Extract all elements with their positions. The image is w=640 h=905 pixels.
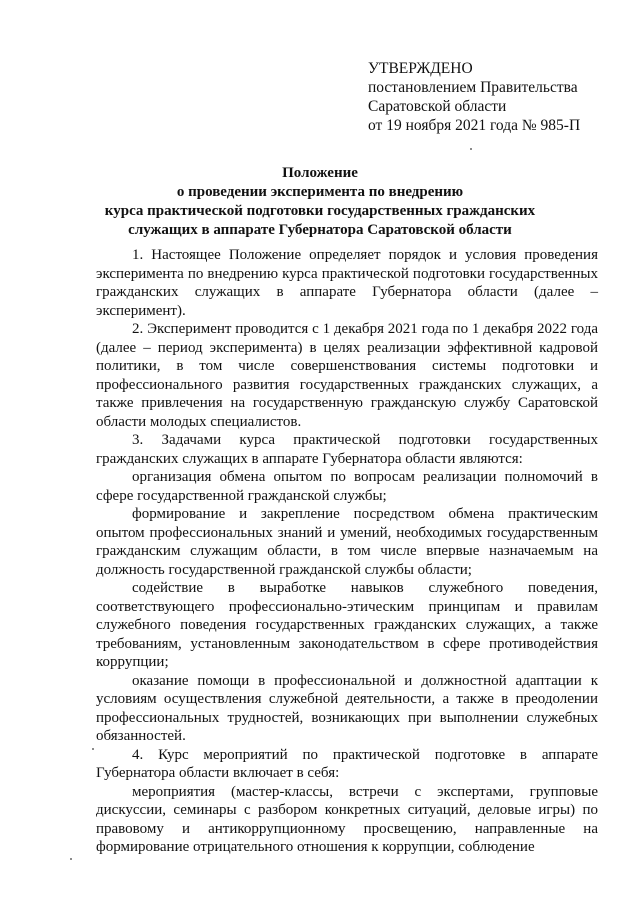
paragraph-3-item-2: формирование и закрепление посредством обмена практическим опытом профессиональных знаний и умений, необходимых государственным гражданским служащим области, в том числе впервые назначаемым на должность государственной гражданской службы области; <box>96 506 598 578</box>
approval-line-2: Саратовской области <box>368 98 507 115</box>
title-line-1: Положение <box>282 165 358 181</box>
approval-block <box>368 59 618 135</box>
title-line-2: о проведении эксперимента по внедрению <box>176 184 464 200</box>
paragraph-3-item-1: организация обмена опытом по вопросам реализации полномочий в сфере государственной гражданской службы; <box>96 469 598 504</box>
paragraph-4-item-1: мероприятия (мастер-классы, встречи с экспертами, групповые дискуссии, семинары с разбором конкретных ситуаций, деловые игры) по правовому и антикоррупционному просвещению, направленные на формирование отрицательного отношения к коррупции, соблюдение <box>96 783 598 855</box>
paragraph-3-item-4: оказание помощи в профессиональной и должностной адаптации к условиям осуществления служебной деятельности, а также в преодолении профессиональных трудностей, возникающих при выполнении служебных обязанностей. <box>96 672 598 744</box>
approval-heading: УТВЕРЖДЕНО <box>368 60 473 77</box>
paragraph-1: 1. Настоящее Положение определяет порядок и условия проведения эксперимента по внедрению курса практической подготовки государственных гражданских служащих в аппарате Губернатора области (далее – эксперимент). <box>96 247 598 319</box>
document-title <box>60 164 580 240</box>
paragraph-4: 4. Курс мероприятий по практической подготовке в аппарате Губернатора области включает в себя: <box>96 746 598 781</box>
scan-speck <box>70 858 72 860</box>
title-line-3: курса практической подготовки государственных гражданских <box>104 203 536 219</box>
paragraph-3: 3. Задачами курса практической подготовки государственных гражданских служащих в аппарате Губернатора области являются: <box>96 432 598 467</box>
document-body <box>96 246 598 857</box>
approval-line-1: постановлением Правительства <box>368 79 578 96</box>
approval-date-line: от 19 ноября 2021 года № 985-П <box>368 117 581 134</box>
scan-speck <box>92 748 94 750</box>
paragraph-3-item-3: содействие в выработке навыков служебного поведения, соответствующего профессионально-этическим принципам и правилам служебного поведения государственных гражданских служащих, а также требованиям, установленным законодательством в сфере противодействия коррупции; <box>96 580 598 670</box>
scan-speck <box>470 148 472 150</box>
title-line-4: служащих в аппарате Губернатора Саратовской области <box>128 222 512 238</box>
paragraph-2: 2. Эксперимент проводится с 1 декабря 2021 года по 1 декабря 2022 года (далее – период эксперимента) в целях реализации эффективной кадровой политики, в том числе совершенствования системы подготовки и профессионального развития государственных гражданских служащих, а также привлечения на государственную гражданскую службу Саратовской области молодых специалистов. <box>96 321 598 430</box>
